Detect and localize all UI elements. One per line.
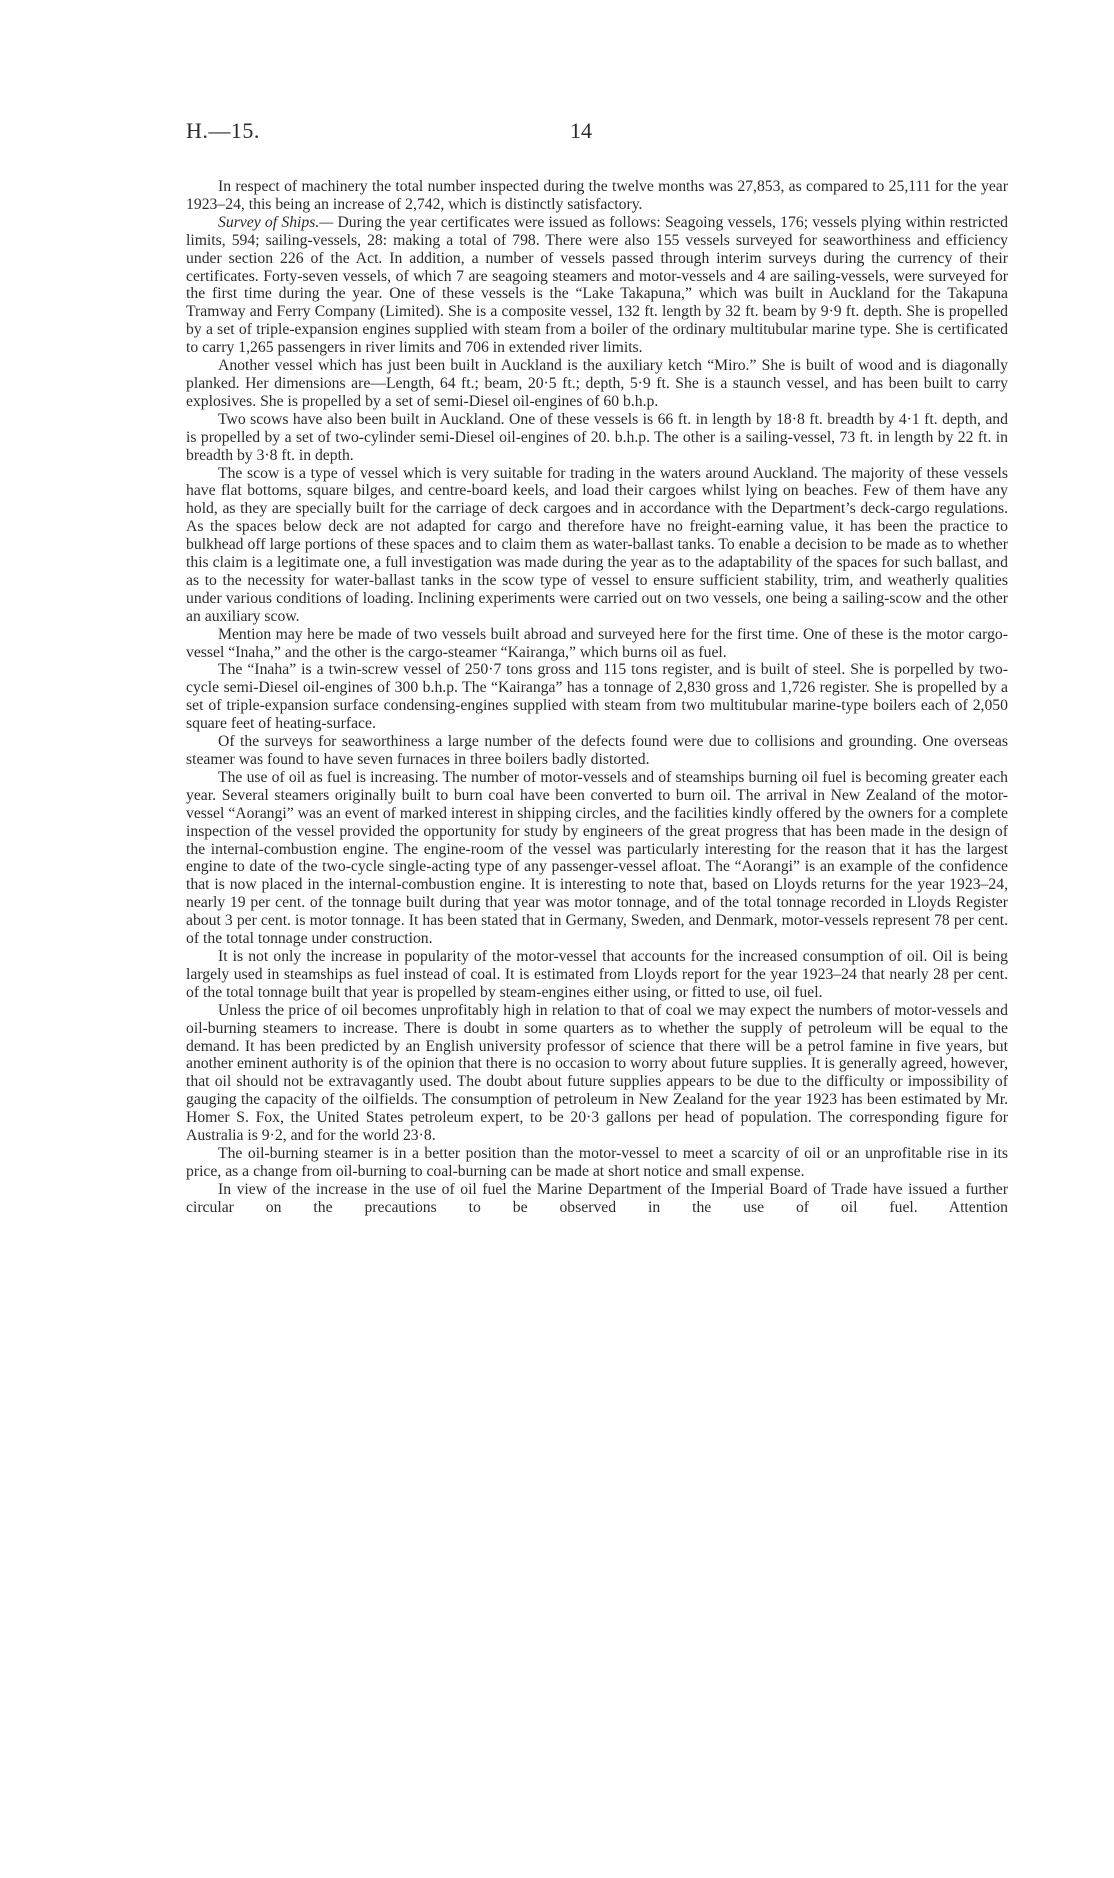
paragraph-text: In view of the increase in the use of oil fuel the Marine Department of the Imperial Board of Trade have issued a further circular on the precautions to be observed in the use of oil fuel. Attention [186,1180,1008,1216]
paragraph-machinery [186,178,1008,214]
paragraph-vessels-abroad [186,626,1008,662]
paragraph-scows-built [186,411,1008,465]
paragraph-inaha-kairanga [186,661,1008,733]
paragraph-text: Two scows have also been built in Auckland. One of these vessels is 66 ft. in length by 18·8 ft. breadth by 4·1 ft. depth, and is propelled by a set of two-cylinder semi-Diesel oil-engines of 20. b.h.p. The other is a sailing-vessel, 73 ft. in length by 22 ft. in breadth by 3·8 ft. in depth. [186,410,1008,464]
paragraph-board-of-trade [186,1181,1008,1217]
page-header [186,118,1006,158]
paragraph-text: It is not only the increase in popularity of the motor-vessel that accounts for the increased consumption of oil. Oil is being largely used in steamships as fuel instead of coal. It is estimated from Lloyds report for the year 1923–24 that nearly 28 per cent. of the total tonnage built that year is propelled by steam-engines either using, or fitted to use, oil fuel. [186,947,1008,1001]
paragraph-scow-type [186,465,1008,626]
body-text [186,178,1008,1217]
paragraph-text: Mention may here be made of two vessels built abroad and surveyed here for the first time. One of these is the motor cargo-vessel “Inaha,” and the other is the cargo-steamer “Kairanga,” which burns oil as fuel. [186,625,1008,661]
paragraph-text: In respect of machinery the total number inspected during the twelve months was 27,853, as compared to 25,111 for the year 1923–24, this being an increase of 2,742, which is distinctly satisfactory. [186,178,1008,213]
paragraph-miro [186,357,1008,411]
paragraph-text: The oil-burning steamer is in a better position than the motor-vessel to meet a scarcity of oil or an unprofitable rise in its price, as a change from oil-burning to coal-burning can be made at short notice and small expense. [186,1144,1008,1180]
paragraph-text: During the year certificates were issued as follows: Seagoing vessels, 176; vessels plying within restricted limits, 594; sailing-vessels, 28: making a total of 798. There were also 155 vessels surveyed for seaworthiness and efficiency under section 226 of the Act. In addition, a number of vessels passed through interim surveys during the currency of their certificates. Forty-seven vessels, of which 7 are seagoing steamers and motor-vessels and 4 are sailing-vessels, were surveyed for the first time during the year. One of these vessels is the “Lake Takapuna,” which was built in Auckland for the Takapuna Tramway and Ferry Company (Limited). She is a composite vessel, 132 ft. length by 32 ft. beam by 9·9 ft. depth. She is propelled by a set of triple-expansion engines supplied with steam from a boiler of the ordinary multitubular marine type. She is certificated to carry 1,265 passengers in river limits and 706 in extended river limits. [186,213,1009,357]
page-number: 14 [570,118,592,143]
paragraph-text: Another vessel which has just been built in Auckland is the auxiliary ketch “Miro.” She is built of wood and is diagonally planked. Her dimensions are—Length, 64 ft.; beam, 20·5 ft.; depth, 5·9 ft. She is a staunch vessel, and has been built to carry explosives. She is propelled by a set of semi-Diesel oil-engines of 60 b.h.p. [186,357,1008,410]
paragraph-text: Of the surveys for seaworthiness a large number of the defects found were due to collisions and grounding. One overseas steamer was found to have seven furnaces in three boilers badly distorted. [186,733,1008,768]
paragraph-text: The scow is a type of vessel which is very suitable for trading in the waters around Auckland. The majority of these vessels have flat bottoms, square bilges, and centre-board keels, and load their cargoes whilst lying on beaches. Few of them have any hold, as they are specially built for the carriage of deck cargoes and in accordance with the Department’s deck-cargo regulations. As the spaces below deck are not adapted for cargo and therefore have no freight-earning value, it has been the practice to bulkhead off large portions of these spaces and to claim them as water-ballast tanks. To enable a decision to be made as to whether this claim is a legitimate one, a full investigation was made during the year as to the adaptability of the spaces for such ballast, and as to the necessity for water-ballast tanks in the scow type of vessel to ensure sufficient stability, trim, and weatherly qualities under various conditions of loading. Inclining experiments were carried out on two vessels, one being a sailing-scow and the other an auxiliary scow. [186,464,1008,625]
paragraph-defects [186,733,1008,769]
paragraph-oil-price [186,1002,1008,1145]
document-reference: H.—15. [186,118,260,143]
paragraph-survey-of-ships [186,214,1008,357]
paragraph-oil-consumption [186,948,1008,1002]
paragraph-text: The use of oil as fuel is increasing. The number of motor-vessels and of steamships burning oil fuel is becoming greater each year. Several steamers originally built to burn coal have been converted to burn oil. The arrival in New Zealand of the motor-vessel “Aorangi” was an event of marked interest in shipping circles, and the facilities kindly offered by the owners for a complete inspection of the vessel provided the opportunity for study by engineers of the great progress that has been made in the design of the internal-combustion engine. The engine-room of the vessel was particularly interesting for the reason that it has the largest engine to date of the two-cycle single-acting type of any passenger-vessel afloat. The “Aorangi” is an example of the confidence that is now placed in the internal-combustion engine. It is interesting to note that, based on Lloyds returns for the year 1923–24, nearly 19 per cent. of the tonnage built during that year was motor tonnage, and of the total tonnage recorded in Lloyds Register about 3 per cent. is motor tonnage. It has been stated that in Germany, Sweden, and Denmark, motor-vessels represent 78 per cent. of the total tonnage under construction. [186,768,1008,948]
paragraph-oil-burning-steamer [186,1145,1008,1181]
section-heading: Survey of Ships.— [218,213,334,231]
paragraph-text: The “Inaha” is a twin-screw vessel of 250·7 tons gross and 115 tons register, and is built of steel. She is porpelled by two-cycle semi-Diesel oil-engines of 300 b.h.p. The “Kairanga” has a tonnage of 2,830 gross and 1,726 register. She is propelled by a set of triple-expansion surface condensing-engines supplied with steam from two multitubular marine-type boilers each of 2,050 square feet of heating-surface. [186,661,1008,733]
paragraph-text: Unless the price of oil becomes unprofitably high in relation to that of coal we may expect the numbers of motor-vessels and oil-burning steamers to increase. There is doubt in some quarters as to whether the supply of petroleum will be equal to the demand. It has been predicted by an English university professor of science that there will be a petrol famine in five years, but another eminent authority is of the opinion that there is no occasion to worry about future supplies. It is generally agreed, however, that oil should not be extravagantly used. The doubt about future supplies appears to be due to the difficulty or impossibility of gauging the capacity of the oilfields. The consumption of petroleum in New Zealand for the year 1923 has been estimated by Mr. Homer S. Fox, the United States petroleum expert, to be 20·3 gallons per head of population. The corresponding figure for Australia is 9·2, and for the world 23·8. [186,1001,1008,1145]
paragraph-oil-fuel [186,769,1008,948]
